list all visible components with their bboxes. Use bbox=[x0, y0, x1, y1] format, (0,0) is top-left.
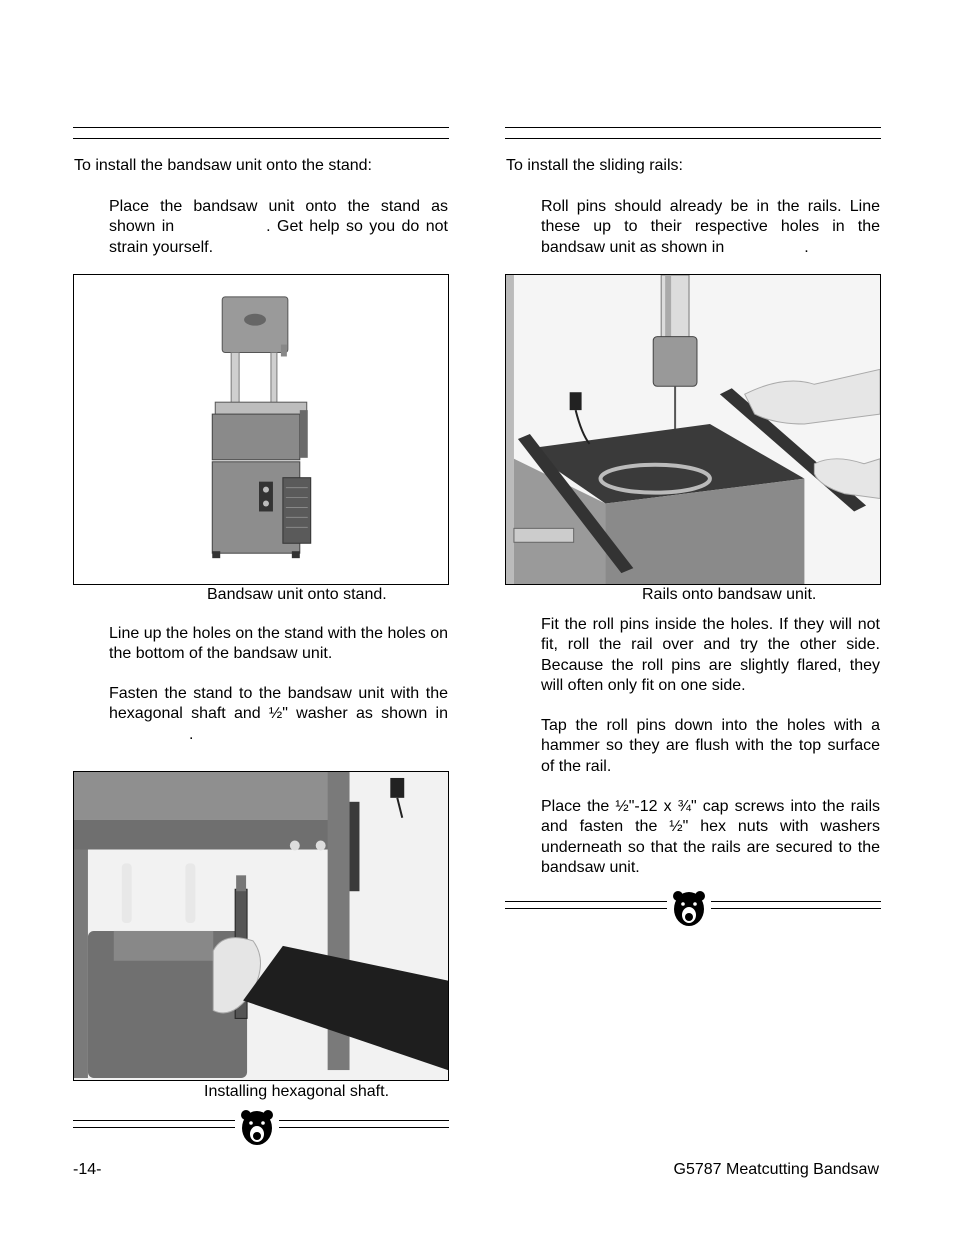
section-header-rule bbox=[505, 127, 881, 139]
step-line-up-holes: Line up the holes on the stand with the holes on the bottom of the bandsaw unit. bbox=[109, 625, 448, 663]
step-tap-roll-pins: Tap the roll pins down into the holes with a hammer so they are flush with the top surface of the rail. bbox=[541, 717, 880, 775]
step-fasten-stand: Fasten the stand to the bandsaw unit with the hexagonal shaft and ½" washer as shown in. bbox=[109, 685, 448, 743]
figure-hexagonal-shaft bbox=[73, 771, 449, 1081]
figure1-caption: Bandsaw unit onto stand. bbox=[207, 586, 387, 603]
manual-title: G5787 Meatcutting Bandsaw bbox=[673, 1161, 879, 1178]
figure2-caption: Installing hexagonal shaft. bbox=[204, 1083, 390, 1100]
figure-caption: Rails onto bandsaw unit. bbox=[642, 586, 817, 603]
rails-photo bbox=[506, 275, 880, 584]
section-header-rule bbox=[73, 127, 449, 139]
grizzly-bear-logo-icon bbox=[669, 888, 709, 928]
figure-rails-onto-unit bbox=[505, 274, 881, 585]
hex-shaft-photo bbox=[74, 772, 448, 1080]
step-place-unit: Place the bandsaw unit onto the stand as shown in . Get help so you do not strain yourself. bbox=[109, 198, 449, 256]
section-end-divider bbox=[73, 1107, 449, 1147]
figure-bandsaw-on-stand bbox=[73, 274, 449, 585]
step-fit-roll-pins: Fit the roll pins inside the holes. If they will not fit, roll the rail over and try the other side. Because the roll pins are slightly flared, they will often only fit on one side. bbox=[541, 616, 880, 695]
step-cap-screws: Place the ½"-12 x ¾" cap screws into the rails and fasten the ½" hex nuts with washers underneath so that the rails are secured to the bandsaw unit. bbox=[541, 798, 880, 877]
grizzly-bear-logo-icon bbox=[237, 1107, 277, 1147]
stand-intro: To install the bandsaw unit onto the stand: bbox=[74, 157, 372, 174]
page-number: -14- bbox=[73, 1161, 102, 1178]
section-end-divider bbox=[505, 888, 881, 928]
bandsaw-stand-photo bbox=[74, 275, 448, 584]
rails-intro: To install the sliding rails: bbox=[506, 157, 683, 174]
step-line-up-rails: Roll pins should already be in the rails. Line these up to their respective holes in the bandsaw unit as shown in . bbox=[541, 198, 880, 256]
